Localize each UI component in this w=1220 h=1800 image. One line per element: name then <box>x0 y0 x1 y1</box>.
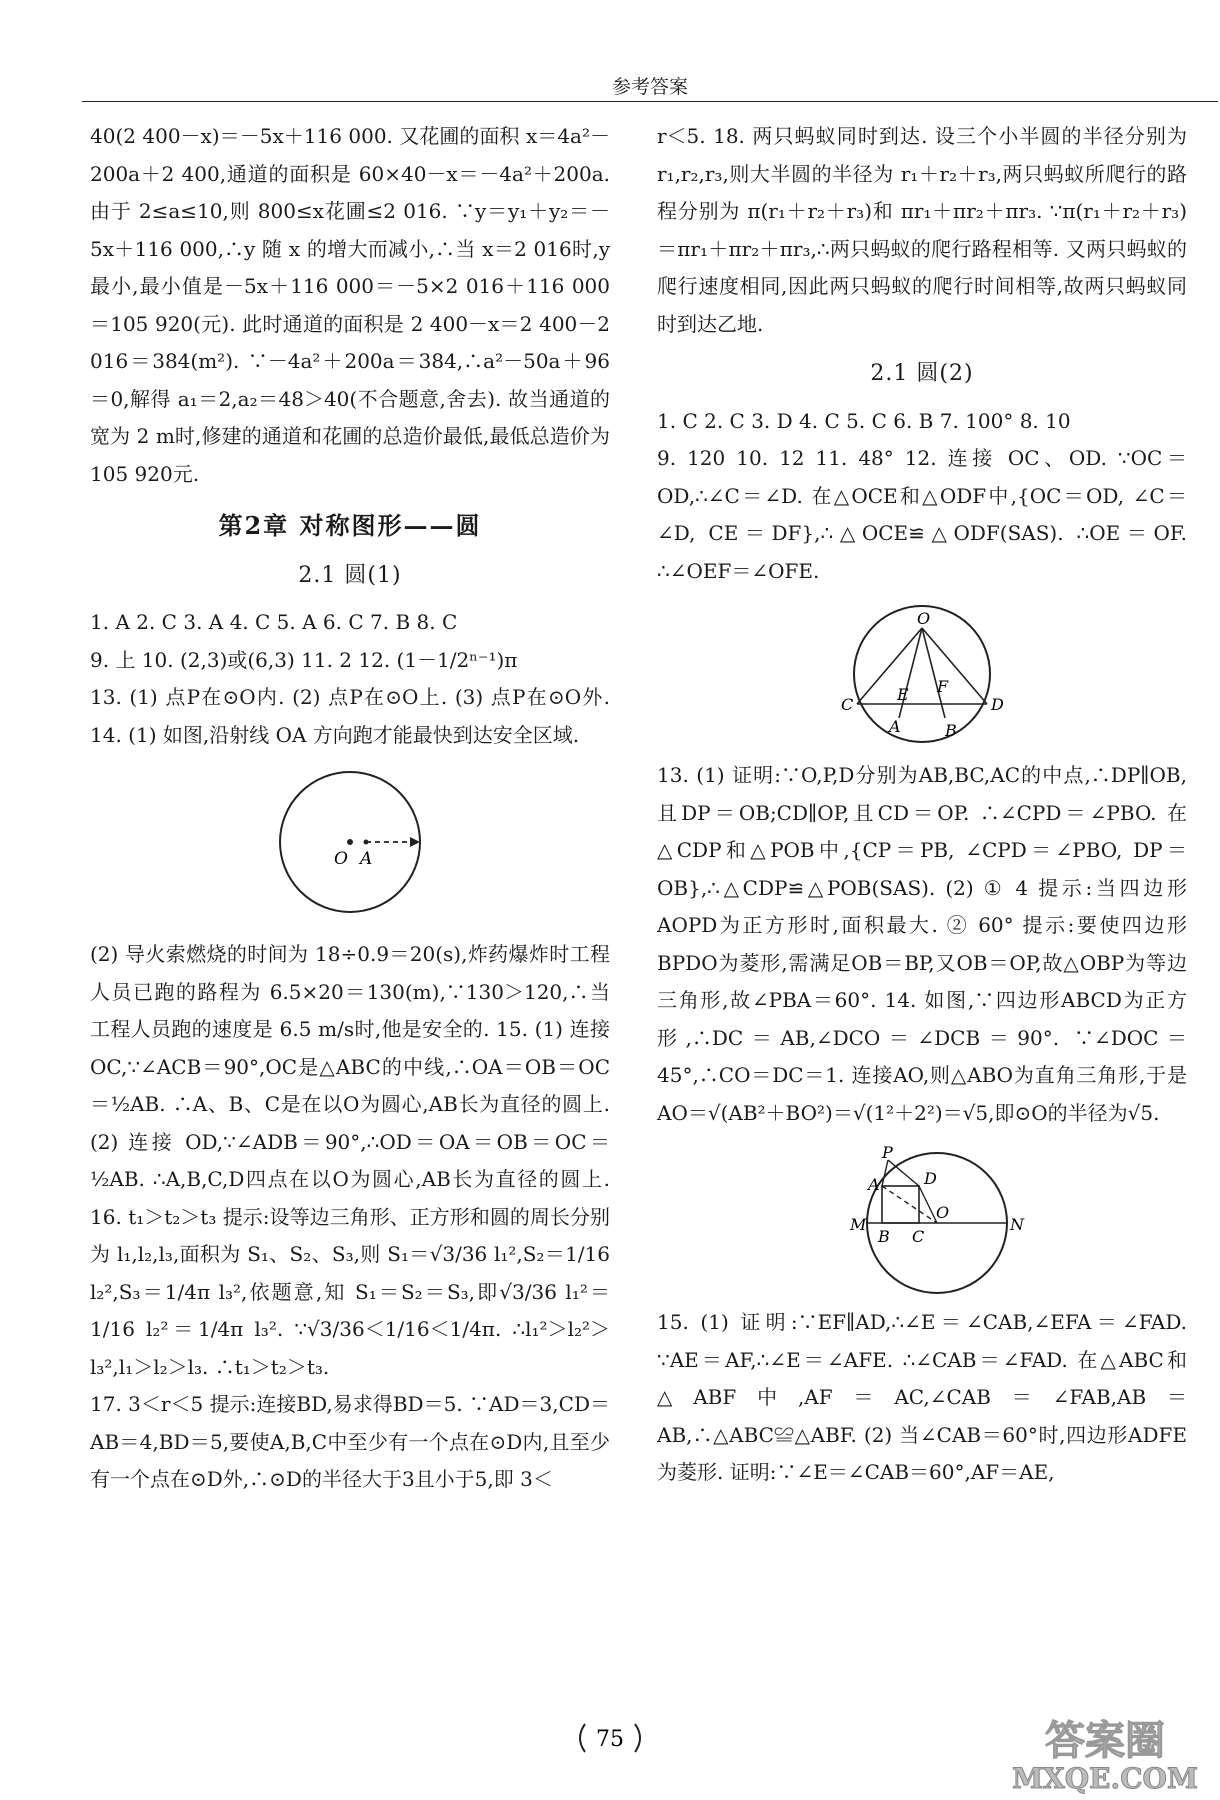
page-number-badge <box>575 1720 645 1756</box>
svg-text:E: E <box>897 685 909 704</box>
figure-circle-square <box>822 1138 1022 1298</box>
svg-text:MXQE.COM: MXQE.COM <box>1012 1762 1198 1795</box>
svg-text:75: 75 <box>596 1727 624 1752</box>
svg-text:C: C <box>841 695 854 714</box>
watermark-logo <box>1010 1706 1200 1796</box>
svg-text:O: O <box>936 1203 950 1222</box>
answers-row-1: 1. A 2. C 3. A 4. C 5. A 6. C 7. B 8. C <box>90 610 458 634</box>
chapter-title: 第2章 对称图形——圆 <box>218 511 482 540</box>
right-column <box>657 118 1187 1492</box>
page-header: 参考答案 <box>611 76 688 98</box>
figure-circle-ocd <box>837 596 1007 751</box>
svg-text:A: A <box>889 717 901 736</box>
svg-text:C: C <box>912 1227 925 1246</box>
svg-text:D: D <box>991 695 1004 714</box>
svg-text:B: B <box>945 721 957 740</box>
fig1-label-o: O <box>334 849 348 869</box>
left-paragraph-3: 17. 3＜r＜5 提示:连接BD,易求得BD＝5. ∵AD＝3,CD＝AB＝4,BD＝5,要使A,B,C中至少有一个点在⊙D内,且至少有一个点在⊙D外,∴⊙D的半径大于3且小于5,即 3＜ <box>90 1392 610 1491</box>
svg-text:M: M <box>850 1215 867 1234</box>
answers-row-3: 1. C 2. C 3. D 4. C 5. C 6. B 7. 100° 8. 10 <box>657 408 1071 433</box>
section-title-1: 2.1 圆(1) <box>298 562 402 588</box>
svg-text:D: D <box>924 1169 937 1188</box>
svg-text:B: B <box>878 1227 890 1246</box>
page-number <box>560 1720 660 1762</box>
left-paragraph-1: 40(2 400－x)＝－5x＋116 000. 又花圃的面积 x＝4a²－200a＋2 400,通道的面积是 60×40－x＝－4a²＋200a. 由于 2≤a≤10,则 800≤x花圃≤2 016. ∵y＝y₁＋y₂＝－5x＋116 000,∴y 随 x 的增大而减小,∴当 x＝2 016时,y 最小,最小值是－5x＋116 000＝－5×2 016＋116 000＝105 920(元). 此时通道的面积是 2 400－x＝2 400－2 016＝384(m²). ∵－4a²＋200a＝384,∴a²－50a＋96＝0,解得 a₁＝2,a₂＝48＞40(不合题意,舍去). 故当通道的宽为 2 m时,修建的通道和花圃的总造价最低,最低总造价为105 920元. <box>90 124 610 486</box>
figure-circle-oa <box>260 760 440 930</box>
svg-text:O: O <box>917 609 931 628</box>
svg-text:F: F <box>937 677 949 696</box>
right-paragraph-1: r＜5. 18. 两只蚂蚁同时到达. 设三个小半圆的半径分别为 r₁,r₂,r₃,则大半圆的半径为 r₁＋r₂＋r₃,两只蚂蚁所爬行的路程分别为 π(r₁＋r₂＋r₃)和 πr₁＋πr₂＋πr₃. ∵π(r₁＋r₂＋r₃)＝πr₁＋πr₂＋πr₃,∴两只蚂蚁的爬行路程相等. 又两只蚂蚁的爬行速度相同,因此两只蚂蚁的爬行时间相等,故两只蚂蚁同时到达乙地. <box>657 124 1187 336</box>
section-title-2: 2.1 圆(2) <box>870 361 974 386</box>
answers-row-2: 9. 上 10. (2,3)或(6,3) 11. 2 12. (1－1/2ⁿ⁻¹)π <box>90 647 518 672</box>
right-paragraph-3: 15. (1) 证明:∵EF∥AD,∴∠E＝∠CAB,∠EFA＝∠FAD. ∵AE＝AF,∴∠E＝∠AFE. ∴∠CAB＝∠FAD. 在△ABC和△ABF中,AF＝AC,∠CAB＝∠FAB,AB＝AB,∴△ABC≌△ABF. (2) 当∠CAB＝60°时,四边形ADFE为菱形. 证明:∵∠E＝∠CAB＝60°,AF＝AE, <box>657 1310 1187 1484</box>
svg-text:P: P <box>882 1143 893 1162</box>
left-column <box>90 118 610 1499</box>
fig1-label-a: A <box>360 849 373 869</box>
left-paragraph-2: (2) 导火索燃烧的时间为 18÷0.9＝20(s),炸药爆炸时工程人员已跑的路程为 6.5×20＝130(m),∵130＞120,∴当工程人员跑的速度是 6.5 m/s时,他是安全的. 15. (1) 连接 OC,∵∠ACB＝90°,OC是△ABC的中线,∴OA＝OB＝OC＝½AB. ∴A、B、C是在以O为圆心,AB长为直径的圆上. (2) 连接 OD,∵∠ADB＝90°,∴OD＝OA＝OB＝OC＝½AB. ∴A,B,C,D四点在以O为圆心,AB长为直径的圆上. 16. t₁＞t₂＞t₃ 提示:设等边三角形、正方形和圆的周长分别为 l₁,l₂,l₃,面积为 S₁、S₂、S₃,则 S₁＝√3/36 l₁²,S₂＝1/16 l₂²,S₃＝1/4π l₃²,依题意,知 S₁＝S₂＝S₃,即√3/36 l₁²＝1/16 l₂²＝1/4π l₃². ∵√3/36＜1/16＜1/4π. ∴l₁²＞l₂²＞l₃²,l₁＞l₂＞l₃. ∴t₁＞t₂＞t₃. <box>90 942 610 1379</box>
svg-text:A: A <box>868 1175 880 1194</box>
svg-text:N: N <box>1010 1215 1024 1234</box>
svg-text:答案圈: 答案圈 <box>1045 1717 1165 1764</box>
question-13-14: 13. (1) 点P在⊙O内. (2) 点P在⊙O上. (3) 点P在⊙O外. 14. (1) 如图,沿射线 OA 方向跑才能最快到达安全区域. <box>90 685 610 747</box>
right-paragraph-2: 13. (1) 证明:∵O,P,D分别为AB,BC,AC的中点,∴DP∥OB,且DP＝OB;CD∥OP,且CD＝OP. ∴∠CPD＝∠PBO. 在△CDP和△POB中,{CP＝PB, ∠CPD＝∠PBO, DP＝OB},∴△CDP≌△POB(SAS). (2) ① 4 提示:当四边形AOPD为正方形时,面积最大. ② 60° 提示:要使四边形BPDO为菱形,需满足OB＝BP,又OB＝OP,故△OBP为等边三角形,故∠PBA＝60°. 14. 如图,∵四边形ABCD为正方形,∴DC＝AB,∠DCO＝∠DCB＝90°. ∵∠DOC＝45°,∴CO＝DC＝1. 连接AO,则△ABO为直角三角形,于是 AO＝√(AB²＋BO²)＝√(1²＋2²)＝√5,即⊙O的半径为√5. <box>657 763 1187 1125</box>
answers-row-4: 9. 120 10. 12 11. 48° 12. 连接 OC、OD. ∵OC＝OD,∴∠C＝∠D. 在△OCE和△ODF中,{OC＝OD, ∠C＝∠D, CE＝DF},∴△OCE≌△ODF(SAS). ∴OE＝OF. ∴∠OEF＝∠OFE. <box>657 446 1187 583</box>
header-divider <box>82 101 1218 102</box>
